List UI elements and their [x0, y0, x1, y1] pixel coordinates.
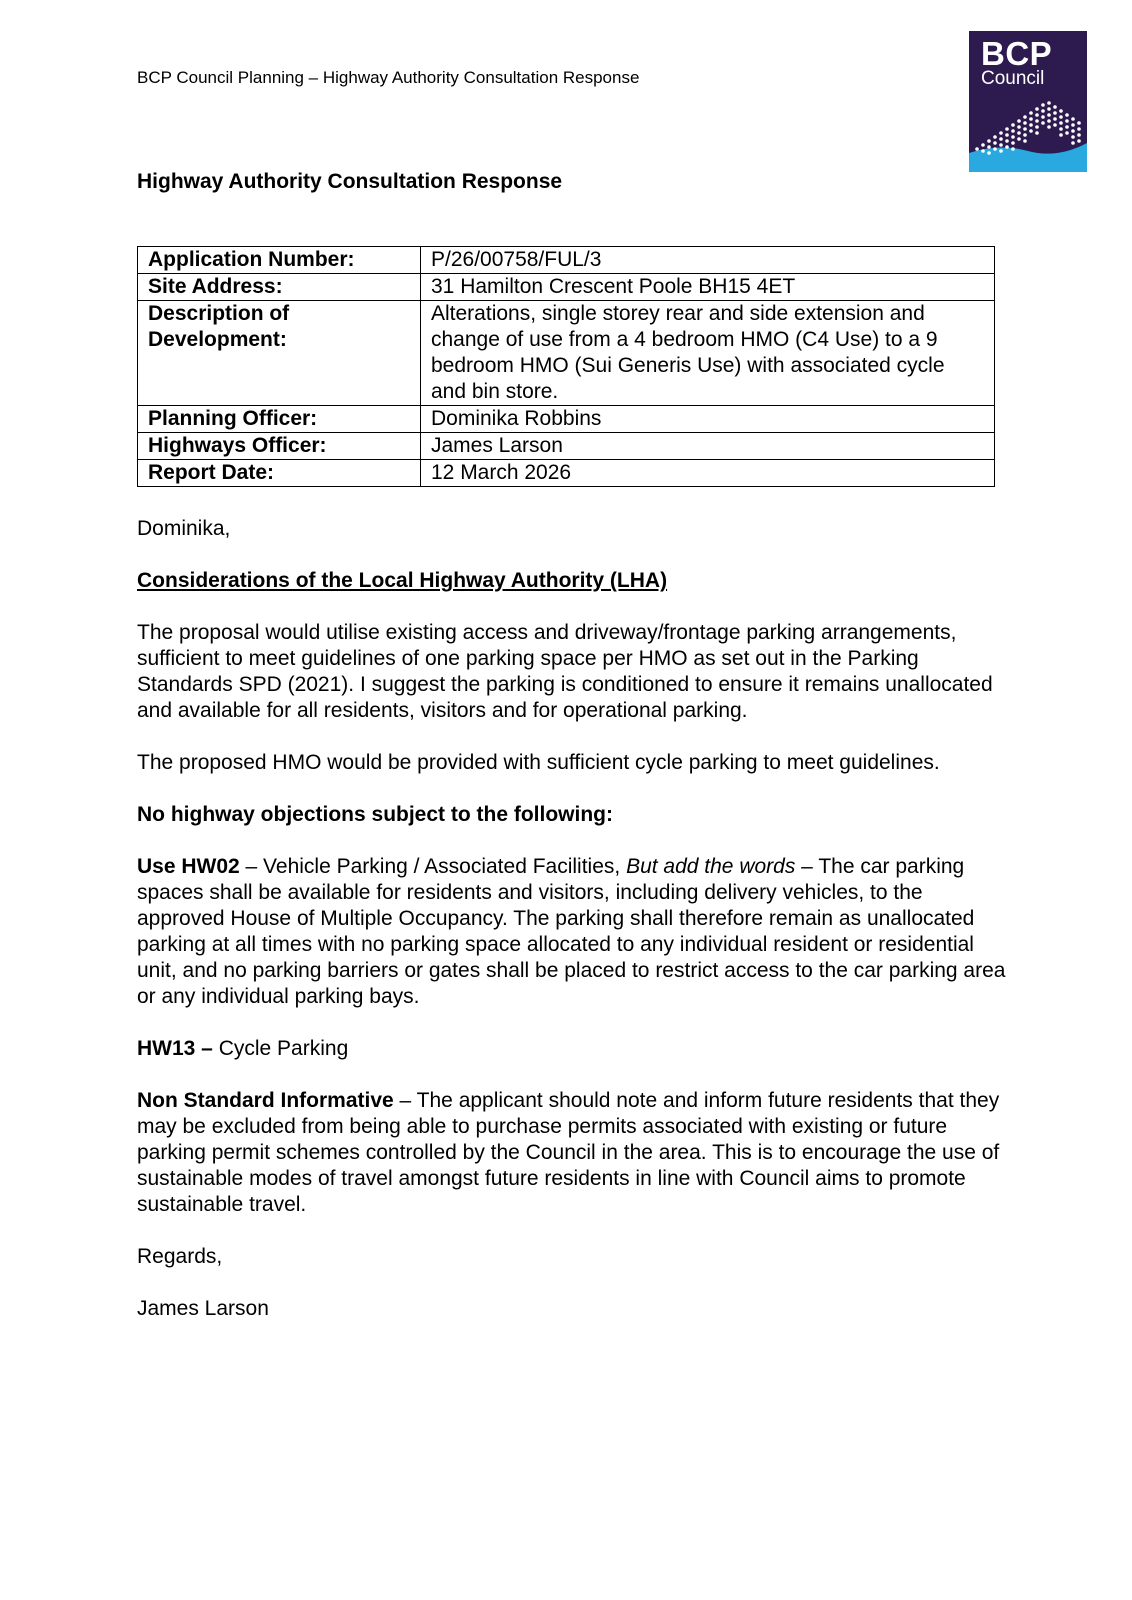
table-row	[138, 274, 995, 301]
hw13-code: HW13 –	[137, 1037, 213, 1060]
row-label: Planning Officer:	[138, 406, 421, 433]
running-header: BCP Council Planning – Highway Authority Consultation Response	[137, 68, 640, 87]
row-value: Dominika Robbins	[421, 406, 995, 433]
row-value: P/26/00758/FUL/3	[421, 247, 995, 274]
condition-hw13	[137, 1036, 1007, 1062]
application-details-table	[137, 246, 995, 487]
document-title: Highway Authority Consultation Response	[137, 170, 563, 193]
row-label: Description of Development:	[138, 301, 421, 406]
bcp-council-logo	[969, 31, 1087, 172]
logo-council-text: Council	[981, 68, 1045, 89]
hw02-code: Use HW02	[137, 855, 240, 878]
row-label: Site Address:	[138, 274, 421, 301]
row-value: 12 March 2026	[421, 460, 995, 487]
row-value: 31 Hamilton Crescent Poole BH15 4ET	[421, 274, 995, 301]
paragraph-cycle: The proposed HMO would be provided with sufficient cycle parking to meet guidelines.	[137, 751, 940, 774]
row-value: James Larson	[421, 433, 995, 460]
no-objection-heading: No highway objections subject to the following:	[137, 803, 613, 826]
table-row	[138, 433, 995, 460]
row-label: Report Date:	[138, 460, 421, 487]
logo-bcp-text: BCP	[981, 35, 1053, 72]
table-row	[138, 301, 995, 406]
hw02-title: – Vehicle Parking / Associated Facilities,	[239, 855, 627, 878]
condition-hw02	[137, 854, 1007, 1010]
letter-body	[137, 516, 1007, 1348]
signature: James Larson	[137, 1297, 269, 1320]
hw02-text: – The car parking spaces shall be available for residents and visitors, including delivery vehicles, to the approved House of Multiple Occupancy. The parking shall therefore remain as unallocated parking at all times with no parking space allocated to any individual resident or residential unit, and no parking barriers or gates shall be placed to restrict access to the car parking area or any individual parking bays.	[137, 855, 1006, 1008]
signoff: Regards,	[137, 1245, 223, 1268]
paragraph-parking: The proposal would utilise existing access and driveway/frontage parking arrangements, sufficient to meet guidelines of one parking space per HMO as set out in the Parking Standards SPD (2021). I suggest the parking is conditioned to ensure it remains unallocated and available for all residents, visitors and for operational parking.	[137, 621, 993, 722]
informative	[137, 1088, 1007, 1218]
table-row	[138, 460, 995, 487]
considerations-heading: Considerations of the Local Highway Authority (LHA)	[137, 569, 668, 592]
row-value: Alterations, single storey rear and side extension and change of use from a 4 bedroom HMO (C4 Use) to a 9 bedroom HMO (Sui Generis Use) with associated cycle and bin store.	[421, 301, 995, 406]
informative-label: Non Standard Informative	[137, 1089, 394, 1112]
hw02-add-words: But add the words	[626, 855, 796, 878]
row-label: Application Number:	[138, 247, 421, 274]
table-row	[138, 247, 995, 274]
row-label: Highways Officer:	[138, 433, 421, 460]
hw13-text: Cycle Parking	[212, 1037, 349, 1060]
salutation: Dominika,	[137, 517, 231, 540]
informative-text: – The applicant should note and inform future residents that they may be excluded from being able to purchase permits associated with existing or future parking permit schemes controlled by the Council in the area. This is to encourage the use of sustainable modes of travel amongst future residents in line with Council aims to promote sustainable travel.	[137, 1089, 1000, 1216]
table-row	[138, 406, 995, 433]
